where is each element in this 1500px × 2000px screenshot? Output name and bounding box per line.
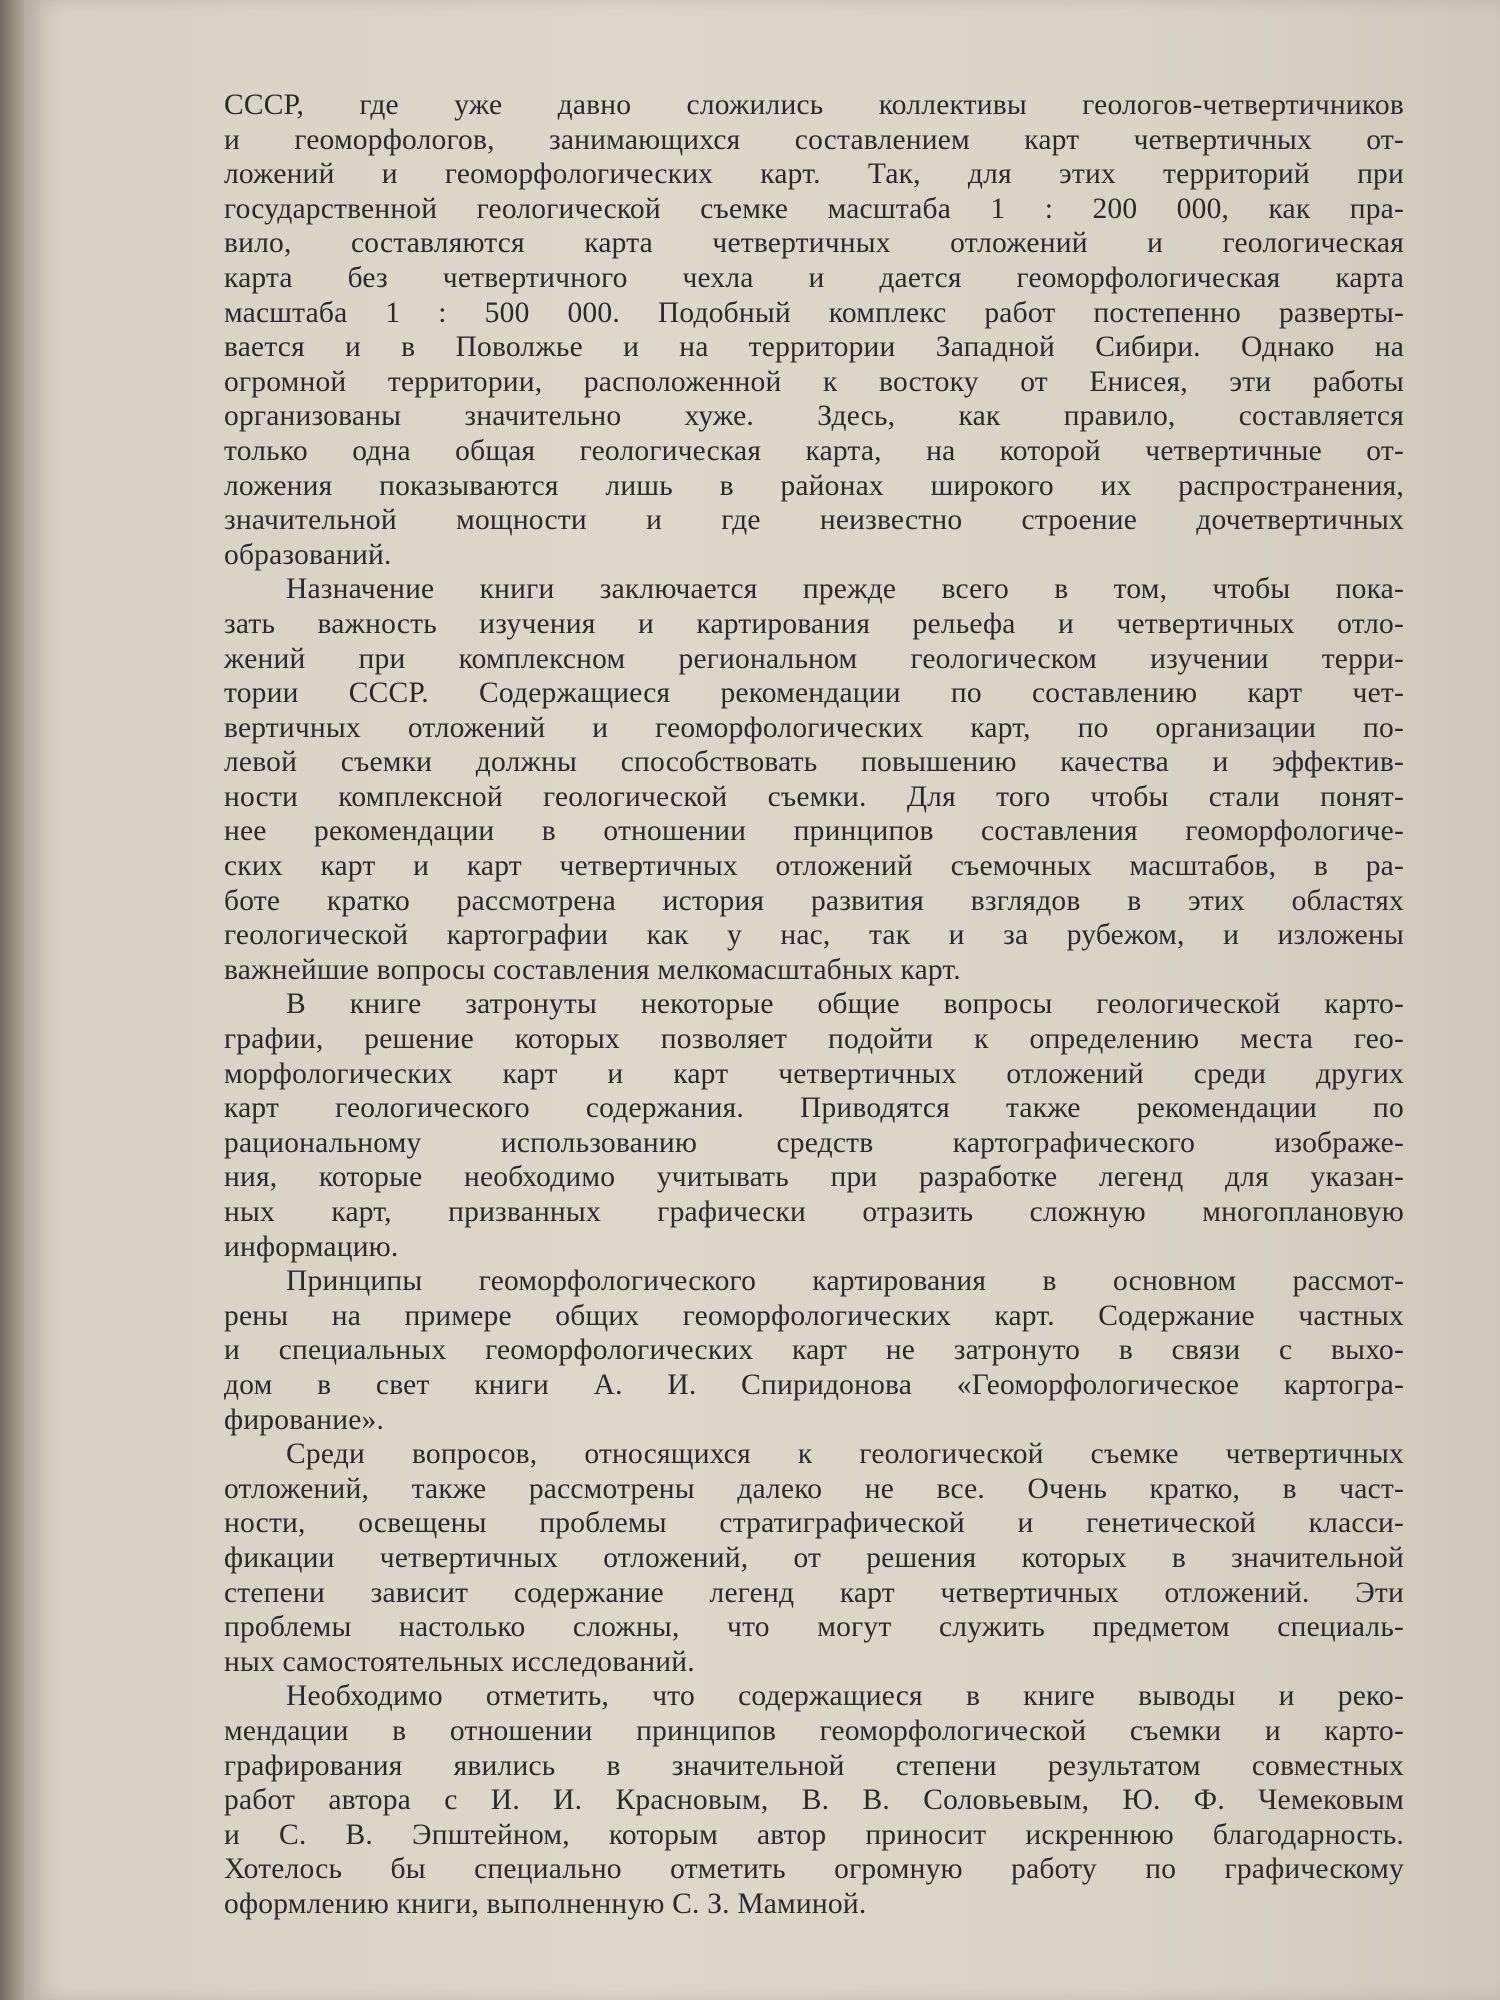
- text-line: проблемы настолько сложны, что могут служить предметом специаль-: [224, 1611, 1404, 1644]
- text-line: ния, которые необходимо учитывать при разработке легенд для указан-: [224, 1161, 1404, 1194]
- text-line: фирование».: [224, 1403, 385, 1436]
- text-line: работ автора с И. И. Красновым, В. В. Соловьевым, Ю. Ф. Чемековым: [224, 1784, 1404, 1817]
- text-line: морфологических карт и карт четвертичных отложений среди других: [224, 1057, 1404, 1090]
- text-line: левой съемки должны способствовать повышению качества и эффектив-: [224, 746, 1404, 779]
- text-line: ных карт, призванных графически отразить сложную многоплановую: [224, 1196, 1404, 1228]
- text-line: карт геологического содержания. Приводятся также рекомендации по: [224, 1092, 1404, 1125]
- text-line: масштаба 1 : 500 000. Подобный комплекс работ постепенно разверты-: [224, 296, 1404, 329]
- text-line: СССР, где уже давно сложились коллективы геологов-четвертичников: [224, 89, 1404, 121]
- page-text: [224, 88, 1404, 1921]
- text-line: графирования явились в значительной степени результатом совместных: [224, 1749, 1404, 1782]
- text-line: карта без четвертичного чехла и дается геоморфологическая карта: [224, 261, 1404, 294]
- text-line: дом в свет книги А. И. Спиридонова «Геоморфологическое картогра-: [224, 1368, 1404, 1401]
- text-line: Хотелось бы специально отметить огромную работу по графическому: [224, 1853, 1404, 1886]
- text-line: геологической картографии как у нас, так и за рубежом, и изложены: [224, 919, 1404, 952]
- text-line: организованы значительно хуже. Здесь, как правило, составляется: [224, 400, 1404, 433]
- paragraph: [224, 1679, 1404, 1921]
- text-line: вило, составляются карта четвертичных отложений и геологическая: [224, 227, 1404, 260]
- text-line: рены на примере общих геоморфологических карт. Содержание частных: [224, 1299, 1404, 1332]
- text-line: графии, решение которых позволяет подойти к определению места гео-: [224, 1023, 1404, 1056]
- text-line: Среди вопросов, относящихся к геологической съемке четвертичных: [286, 1438, 1404, 1471]
- text-line: Необходимо отметить, что содержащиеся в книге выводы и реко-: [286, 1680, 1404, 1713]
- text-line: Принципы геоморфологического картирования в основном рассмот-: [286, 1265, 1404, 1298]
- text-line: В книге затронуты некоторые общие вопросы геологической карто-: [286, 988, 1404, 1021]
- text-line: нее рекомендации в отношении принципов составления геоморфологиче-: [224, 815, 1404, 848]
- text-line: огромной территории, расположенной к востоку от Енисея, эти работы: [224, 365, 1404, 398]
- text-line: ности комплексной геологической съемки. Для того чтобы стали понят-: [224, 780, 1404, 813]
- paragraph: [224, 1264, 1404, 1437]
- text-line: мендации в отношении принципов геоморфологической съемки и карто-: [224, 1714, 1404, 1747]
- text-line: зать важность изучения и картирования рельефа и четвертичных отло-: [224, 607, 1404, 640]
- text-line: информацию.: [224, 1230, 399, 1263]
- text-line: государственной геологической съемке масштаба 1 : 200 000, как пра-: [224, 192, 1404, 225]
- text-line: ложений и геоморфологических карт. Так, для этих территорий при: [224, 158, 1404, 191]
- text-line: значительной мощности и где неизвестно строение дочетвертичных: [224, 504, 1404, 537]
- text-line: тории СССР. Содержащиеся рекомендации по составлению карт чет-: [224, 677, 1404, 710]
- text-line: фикации четвертичных отложений, от решения которых в значительной: [224, 1541, 1404, 1574]
- text-line: боте кратко рассмотрена история развития взглядов в этих областях: [224, 884, 1404, 917]
- text-line: ских карт и карт четвертичных отложений съемочных масштабов, в ра-: [224, 850, 1404, 883]
- paragraph: [224, 572, 1404, 987]
- text-line: только одна общая геологическая карта, на которой четвертичные от-: [224, 434, 1404, 467]
- text-line: образований.: [224, 538, 392, 571]
- text-line: ных самостоятельных исследований.: [224, 1645, 695, 1678]
- paragraph: [224, 987, 1404, 1264]
- text-line: ложения показываются лишь в районах широкого их распространения,: [224, 469, 1404, 502]
- text-line: ности, освещены проблемы стратиграфической и генетической класси-: [224, 1507, 1404, 1540]
- paragraph: [224, 88, 1404, 572]
- book-page: [24, 0, 1500, 2000]
- text-line: вертичных отложений и геоморфологических карт, по организации по-: [224, 711, 1404, 744]
- text-line: Назначение книги заключается прежде всего в том, чтобы пока-: [286, 573, 1404, 606]
- text-line: вается и в Поволжье и на территории Западной Сибири. Однако на: [224, 331, 1404, 364]
- paragraph: [224, 1437, 1404, 1679]
- text-line: и специальных геоморфологических карт не затронуто в связи с выхо-: [224, 1334, 1404, 1367]
- text-line: отложений, также рассмотрены далеко не все. Очень кратко, в част-: [224, 1472, 1404, 1505]
- text-line: жений при комплексном региональном геологическом изучении терри-: [224, 642, 1404, 675]
- text-line: и геоморфологов, занимающихся составлением карт четвертичных от-: [224, 123, 1404, 156]
- text-line: и С. В. Эпштейном, которым автор приносит искреннюю благодарность.: [224, 1818, 1404, 1851]
- text-line: степени зависит содержание легенд карт четвертичных отложений. Эти: [224, 1576, 1404, 1609]
- text-line: рациональному использованию средств картографического изображе-: [224, 1126, 1404, 1159]
- text-line: важнейшие вопросы составления мелкомасштабных карт.: [224, 953, 961, 986]
- text-line: оформлению книги, выполненную С. З. Маминой.: [224, 1887, 867, 1920]
